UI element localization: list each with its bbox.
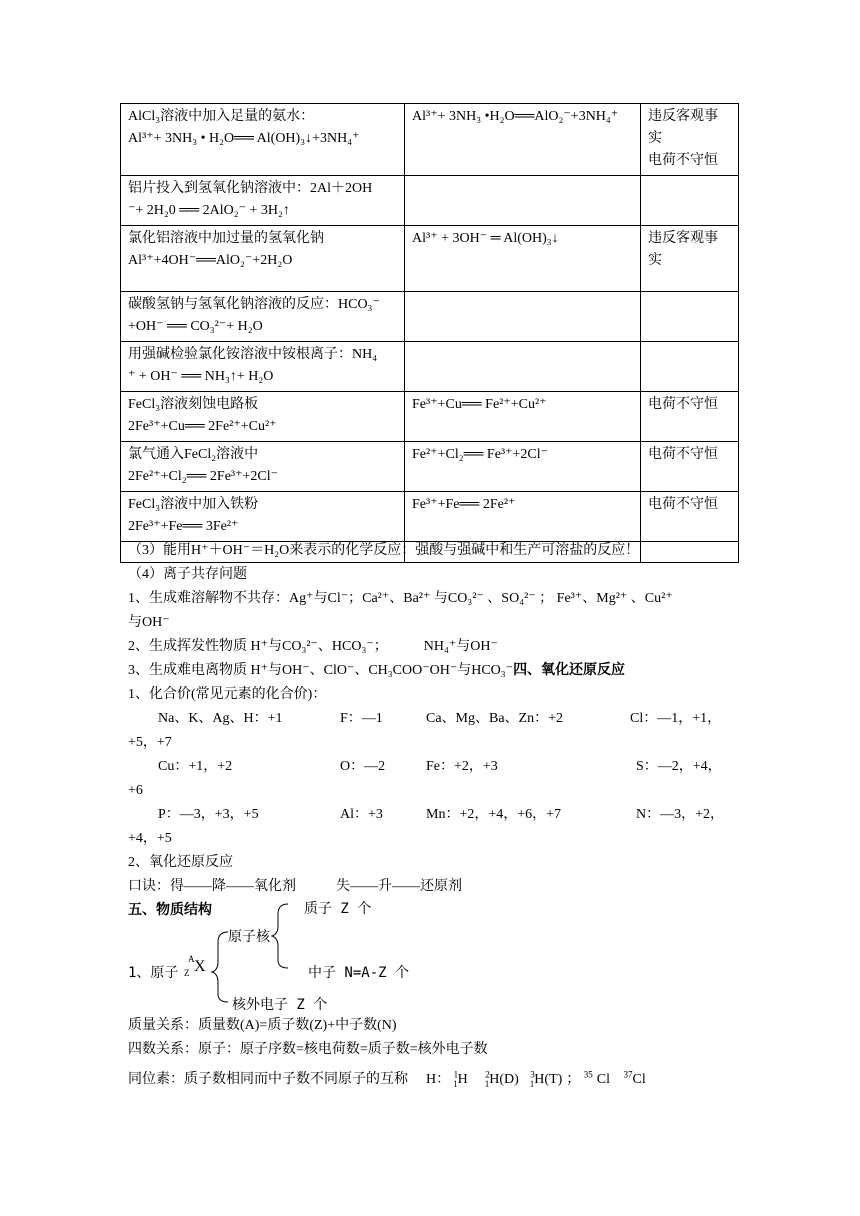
table-row (121, 442, 739, 492)
table-row (121, 226, 739, 292)
valence-item: S：—2，+4， (636, 759, 722, 774)
valence-item: Al：+3 (340, 807, 383, 822)
reaction-description: 碳酸氢钠与氢氧化钠溶液的反应：HCO₃⁻ (128, 297, 380, 312)
section-heading-structure: 五、物质结构 (128, 903, 212, 918)
section-heading-redox: 四、氧化还原反应 (513, 663, 626, 678)
isotope-h-label: H： (426, 1072, 451, 1087)
redox-mnemonic (128, 875, 738, 899)
valence-row (128, 803, 738, 827)
reaction-description: AlCl₃溶液中加入足量的氨水： (128, 109, 315, 124)
ion-equation: +OH⁻ ══ CO₃²⁻+ H₂O (128, 319, 263, 334)
valence-row-cont: +4，+5 (128, 831, 172, 846)
note-neutralization: （3）能用H⁺＋OH⁻＝H₂O来表示的化学反应：强酸与强碱中和生产可溶盐的反应！ (128, 543, 640, 558)
valence-item: Cu：+1，+2 (158, 759, 233, 774)
reaction-description: FeCl₃溶液刻蚀电路板 (128, 397, 259, 412)
four-number-relation: 四数关系：原子：原子序数=核电荷数=质子数=核外电子数 (128, 1042, 488, 1057)
note-weak-electrolyte (128, 659, 738, 683)
isotope-deuterium: H(D) (489, 1072, 519, 1087)
error-reason-cell (641, 104, 739, 176)
wrong-equation-cell (405, 104, 641, 176)
table-row (121, 342, 739, 392)
note-insoluble: 1、生成难溶解物不共存：Ag⁺与Cl⁻；Ca²⁺、Ba²⁺ 与CO₃²⁻ 、SO₄²⁻ ； Fe³⁺、Mg²⁺ 、Cu²⁺ (128, 591, 673, 606)
correct-equation-cell (121, 292, 405, 342)
error-reason-cell (641, 442, 739, 492)
correct-equation-cell (121, 342, 405, 392)
note-volatile-a: 2、生成挥发性物质 H⁺与CO₃²⁻、HCO₃⁻； (128, 639, 388, 654)
atom-prefix: 1、原子 (128, 965, 179, 981)
valence-item: Na、K、Ag、H：+1 (158, 711, 283, 726)
wrong-equation-cell (405, 176, 641, 226)
valence-item: Cl：—1，+1， (630, 711, 722, 726)
correct-equation-cell (121, 492, 405, 542)
valence-row (128, 755, 738, 779)
ion-equation: 2Fe³⁺+Cu══ 2Fe²⁺+Cu²⁺ (128, 419, 277, 434)
wrong-equation-cell (405, 492, 641, 542)
electron-label: 核外电子 Z 个 (232, 997, 328, 1013)
error-reason: 电荷不守恒 (648, 153, 718, 168)
valence-item: Ca、Mg、Ba、Zn：+2 (426, 711, 563, 726)
error-reason: 违反客观事 (648, 231, 718, 246)
error-reason-cell (641, 176, 739, 226)
wrong-equation-cell (405, 226, 641, 292)
mass-number: A (188, 954, 195, 964)
wrong-equation-cell (405, 392, 641, 442)
valence-row (128, 707, 738, 731)
reaction-description: 铝片投入到氢氧化钠溶液中：2Al＋2OH (128, 181, 373, 196)
correct-equation-cell (121, 392, 405, 442)
wrong-equation: Al³⁺ + 3OH⁻ ═ Al(OH)₃↓ (412, 231, 559, 246)
relations-section (128, 1014, 646, 1092)
isotope-line: 同位素：质子数相同而中子数不同原子的互称 H： $^1_1$H $^2_1$H(D) $^3_1$H(T) ； $^{35}$ Cl $^{37}$Cl (128, 1069, 646, 1089)
isotope-cl37: Cl (632, 1072, 646, 1087)
error-reason: 电荷不守恒 (648, 497, 718, 512)
error-reason-cell (641, 492, 739, 542)
valence-item: O：—2 (340, 759, 386, 774)
notes-section (128, 539, 738, 923)
wrong-equation-cell (405, 342, 641, 392)
valence-item: N：—3，+2， (636, 807, 725, 822)
valence-title: 1、化合价(常见元素的化合价)： (128, 687, 327, 702)
correct-equation-cell (121, 104, 405, 176)
wrong-equation-cell (405, 442, 641, 492)
error-reason-cell (641, 342, 739, 392)
isotope-tritium: H(T) (534, 1072, 563, 1087)
note-insoluble-cont: 与OH⁻ (128, 615, 170, 630)
atom-structure-diagram (128, 898, 528, 1013)
mnemonic-lose: 失——升——还原剂 (336, 879, 462, 894)
valence-item: F：—1 (340, 711, 383, 726)
table-row (121, 492, 739, 542)
valence-row-cont: +5，+7 (128, 735, 172, 750)
redox-title: 2、氧化还原反应 (128, 855, 233, 870)
correct-equation-cell (121, 176, 405, 226)
valence-row-cont: +6 (128, 783, 143, 798)
reaction-description: 氯化铝溶液中加过量的氢氧化钠 (128, 231, 324, 246)
valence-item: Mn：+2，+4，+6，+7 (426, 807, 562, 822)
correct-equation-cell (121, 226, 405, 292)
error-reason-cell (641, 226, 739, 292)
table-row (121, 292, 739, 342)
mass-relation: 质量关系：质量数(A)=质子数(Z)+中子数(N) (128, 1018, 397, 1033)
wrong-equation: Fe³⁺+Fe══ 2Fe²⁺ (412, 497, 516, 512)
reaction-description: FeCl₃溶液中加入铁粉 (128, 497, 259, 512)
wrong-equation: Fe³⁺+Cu══ Fe²⁺+Cu²⁺ (412, 397, 547, 412)
error-reason: 电荷不守恒 (648, 447, 718, 462)
valence-item: P：—3，+3，+5 (158, 807, 259, 822)
note-volatile-b: NH₄⁺与OH⁻ (423, 639, 498, 654)
wrong-equation: Fe²⁺+Cl₂══ Fe³⁺+2Cl⁻ (412, 447, 549, 462)
wrong-equation-cell (405, 292, 641, 342)
element-symbol: X (194, 958, 206, 975)
isotope-definition: 同位素：质子数相同而中子数不同原子的互称 (128, 1072, 408, 1087)
error-reason: 电荷不守恒 (648, 397, 718, 412)
error-reason-cell (641, 392, 739, 442)
ion-equation: Al³⁺+4OH⁻══AlO₂⁻+2H₂O (128, 253, 293, 268)
error-reason: 实 (648, 131, 662, 146)
wrong-equation: Al³⁺+ 3NH₃ •H₂O══AlO₂⁻+3NH₄⁺ (412, 109, 619, 124)
isotope-cl35: Cl (596, 1072, 611, 1087)
proton-label: 质子 Z 个 (304, 901, 372, 917)
ion-equation: Al³⁺+ 3NH₃ • H₂O══ Al(OH)₃↓+3NH₄⁺ (128, 131, 360, 146)
ion-equation: ⁻+ 2H₂0 ══ 2AlO₂⁻ + 3H₂↑ (128, 203, 290, 218)
isotope-protium: H (457, 1072, 468, 1087)
table-row (121, 392, 739, 442)
correct-equation-cell (121, 442, 405, 492)
nucleus-label: 原子核 (228, 929, 270, 945)
note-volatile (128, 635, 738, 659)
note-weak-electrolyte-text: 3、生成难电离物质 H⁺与OH⁻、ClO⁻、CH₃COO⁻OH⁻与HCO₃⁻ (128, 663, 514, 678)
table-row (121, 176, 739, 226)
reaction-description: 氯气通入FeCl₂溶液中 (128, 447, 259, 462)
atomic-number: Z (184, 968, 190, 978)
error-reason: 违反客观事 (648, 109, 718, 124)
error-reason-cell (641, 292, 739, 342)
neutron-label: 中子 N=A-Z 个 (308, 965, 410, 981)
ion-equation: 2Fe²⁺+Cl₂══ 2Fe³⁺+2Cl⁻ (128, 469, 279, 484)
ion-equation-table (120, 103, 739, 563)
ion-equation: ⁺ + OH⁻ ══ NH₃↑+ H₂O (128, 369, 274, 384)
reaction-description: 用强碱检验氯化铵溶液中铵根离子：NH₄ (128, 347, 378, 362)
error-reason: 实 (648, 253, 662, 268)
valence-item: Fe：+2，+3 (426, 759, 498, 774)
isotope-separator: ； (566, 1072, 581, 1087)
ion-equation: 2Fe³⁺+Fe══ 3Fe²⁺ (128, 519, 239, 534)
note-coexistence-title: （4）离子共存问题 (128, 567, 247, 582)
mnemonic-gain: 口诀：得——降——氧化剂 (128, 879, 296, 894)
table-row (121, 104, 739, 176)
